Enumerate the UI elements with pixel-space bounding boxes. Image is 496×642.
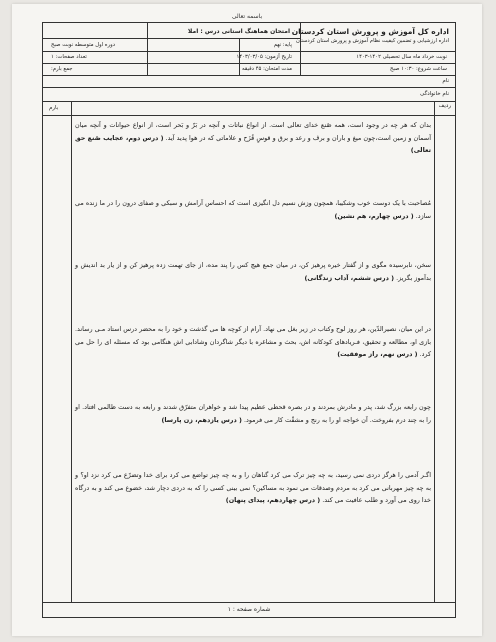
paragraph-source: ( درس نهم، راز موفقیت) <box>337 350 418 358</box>
grade-label: پایه: نهم <box>273 42 292 48</box>
paragraph-source: ( درس دوم، عجایب صُنع حق تعالی) <box>75 133 431 154</box>
row-column <box>434 101 455 603</box>
page-footer: شماره صفحه : ۱ <box>43 602 455 617</box>
paragraph-text: در این میان، نصیرالدّین، هر روز لوح وکتاب در زیر بغل می نهاد. آرام از کوچه ها می گذشت و خود را به محضر درس استاد مـی رساند. بازی او، مطالعه و تحقیق، فـریادهای کودکانه اش، بحث و مشاغره با دیگر شاگردان وشادابی اش هنگامی بود که مسئله ای را حل می کرد. <box>75 325 431 358</box>
exam-frame <box>42 22 456 618</box>
paragraph-5 <box>75 401 431 426</box>
paragraph-text: مُصاحبت با یک دوست خوب وشکیبا، همچون وزش نسیم دل انگیزی است که احساس آرامش و سبکی و صفای درون را در ما زنده می سازد. <box>75 199 431 220</box>
paragraph-source: ( درس ششم، آداب زندگانی) <box>304 273 395 282</box>
page-count: تعداد صفحات: ۱ <box>51 54 87 60</box>
total-score-label: جمع بارم: <box>51 66 73 72</box>
paragraph-source: ( درس چهاردهم، پیدای پنهان) <box>225 496 321 504</box>
paragraph-1 <box>75 119 431 157</box>
first-name-label: نام <box>442 78 449 84</box>
paragraph-4 <box>75 323 431 361</box>
paragraph-text: سخن، نابرسیده مگوی و از گفتار خیره پرهیز کن، در میان جمع هیچ کس را پند مده، از جای تهمت زده پرهیز کن و از یار بد اندیش و بدآموز بگریز. <box>75 261 431 282</box>
paragraph-text: چون رابعه بزرگ شد، پدر و مادرش بمردند و در بصره قحطی عظیم پیدا شد و خواهران متفرّق شدند و رابعه به دست ظالمی افتاد. او را به چند درم بفروخت. آن خواجه او را به رنج و مشقّت کار می فرمود. <box>75 403 431 424</box>
paragraph-3 <box>75 259 431 284</box>
paragraph-source: ( درس چهارم، هم نشین) <box>334 211 414 220</box>
top-caption: باسمه تعالی <box>231 13 263 20</box>
paragraph-source: ( درس یازدهم، زن پارسا) <box>161 415 242 424</box>
score-header: بارم <box>49 105 59 111</box>
paragraph-6 <box>75 469 431 507</box>
start-time: ساعت شروع: ۱۰:۳۰ صبح <box>389 66 447 72</box>
org-title: اداره کل آموزش و پرورش استان کردستان <box>291 27 449 36</box>
exam-date: تاریخ آزمون: ۱۴۰۳/۰۳/۰۵ <box>236 54 292 60</box>
session-label: نوبت خرداد ماه سال تحصیلی ۱۴۰۲-۱۴۰۳ <box>356 54 447 60</box>
exam-duration: مدت امتحان: ۴۵ دقیقه <box>242 66 292 72</box>
exam-header <box>43 23 455 76</box>
score-column <box>43 101 72 603</box>
paragraph-2 <box>75 197 431 222</box>
org-subtitle: اداره ارزشیابی و تضمین کیفیت نظام آموزش و پرورش استان کردستان <box>296 38 449 44</box>
exam-paper <box>12 4 482 636</box>
period-label: دوره اول متوسطه نوبت صبح <box>51 42 116 48</box>
row-header: ردیف <box>438 103 451 109</box>
exam-title: امتحان هماهنگ استانی درس : املا <box>187 28 290 35</box>
paragraph-text: بدان که هر چه در وجود است، همه صُنع خدای تعالی است. از انواع نباتات و آنچه در بَرّ و بَحر است، از انواع حیوانات و آنچه میان آسمان و زمین است،چون میغ و باران و برف و رعد و برق و قوسِ قُزَح و علاماتی که در هوا پدید آید. <box>75 121 431 142</box>
last-name-label: نام خانوادگی <box>420 91 449 97</box>
paragraph-text: اگـر آدمی را هرگز دردی نمی رسید، به چه چیز ترک می کرد گناهان را و به چه چیز تواضع می کرد برای خدا وتضرّع می کرد نزد او؟ و به چه چیز مهربانی می کرد به مردم وصدقات می نمود به مساکین؟ نمی بینی کسی را که به دردی دچار شد، خضوع می کند و به درگاه خدا روی می آورد و طلب عافیت می کند. <box>75 471 431 504</box>
